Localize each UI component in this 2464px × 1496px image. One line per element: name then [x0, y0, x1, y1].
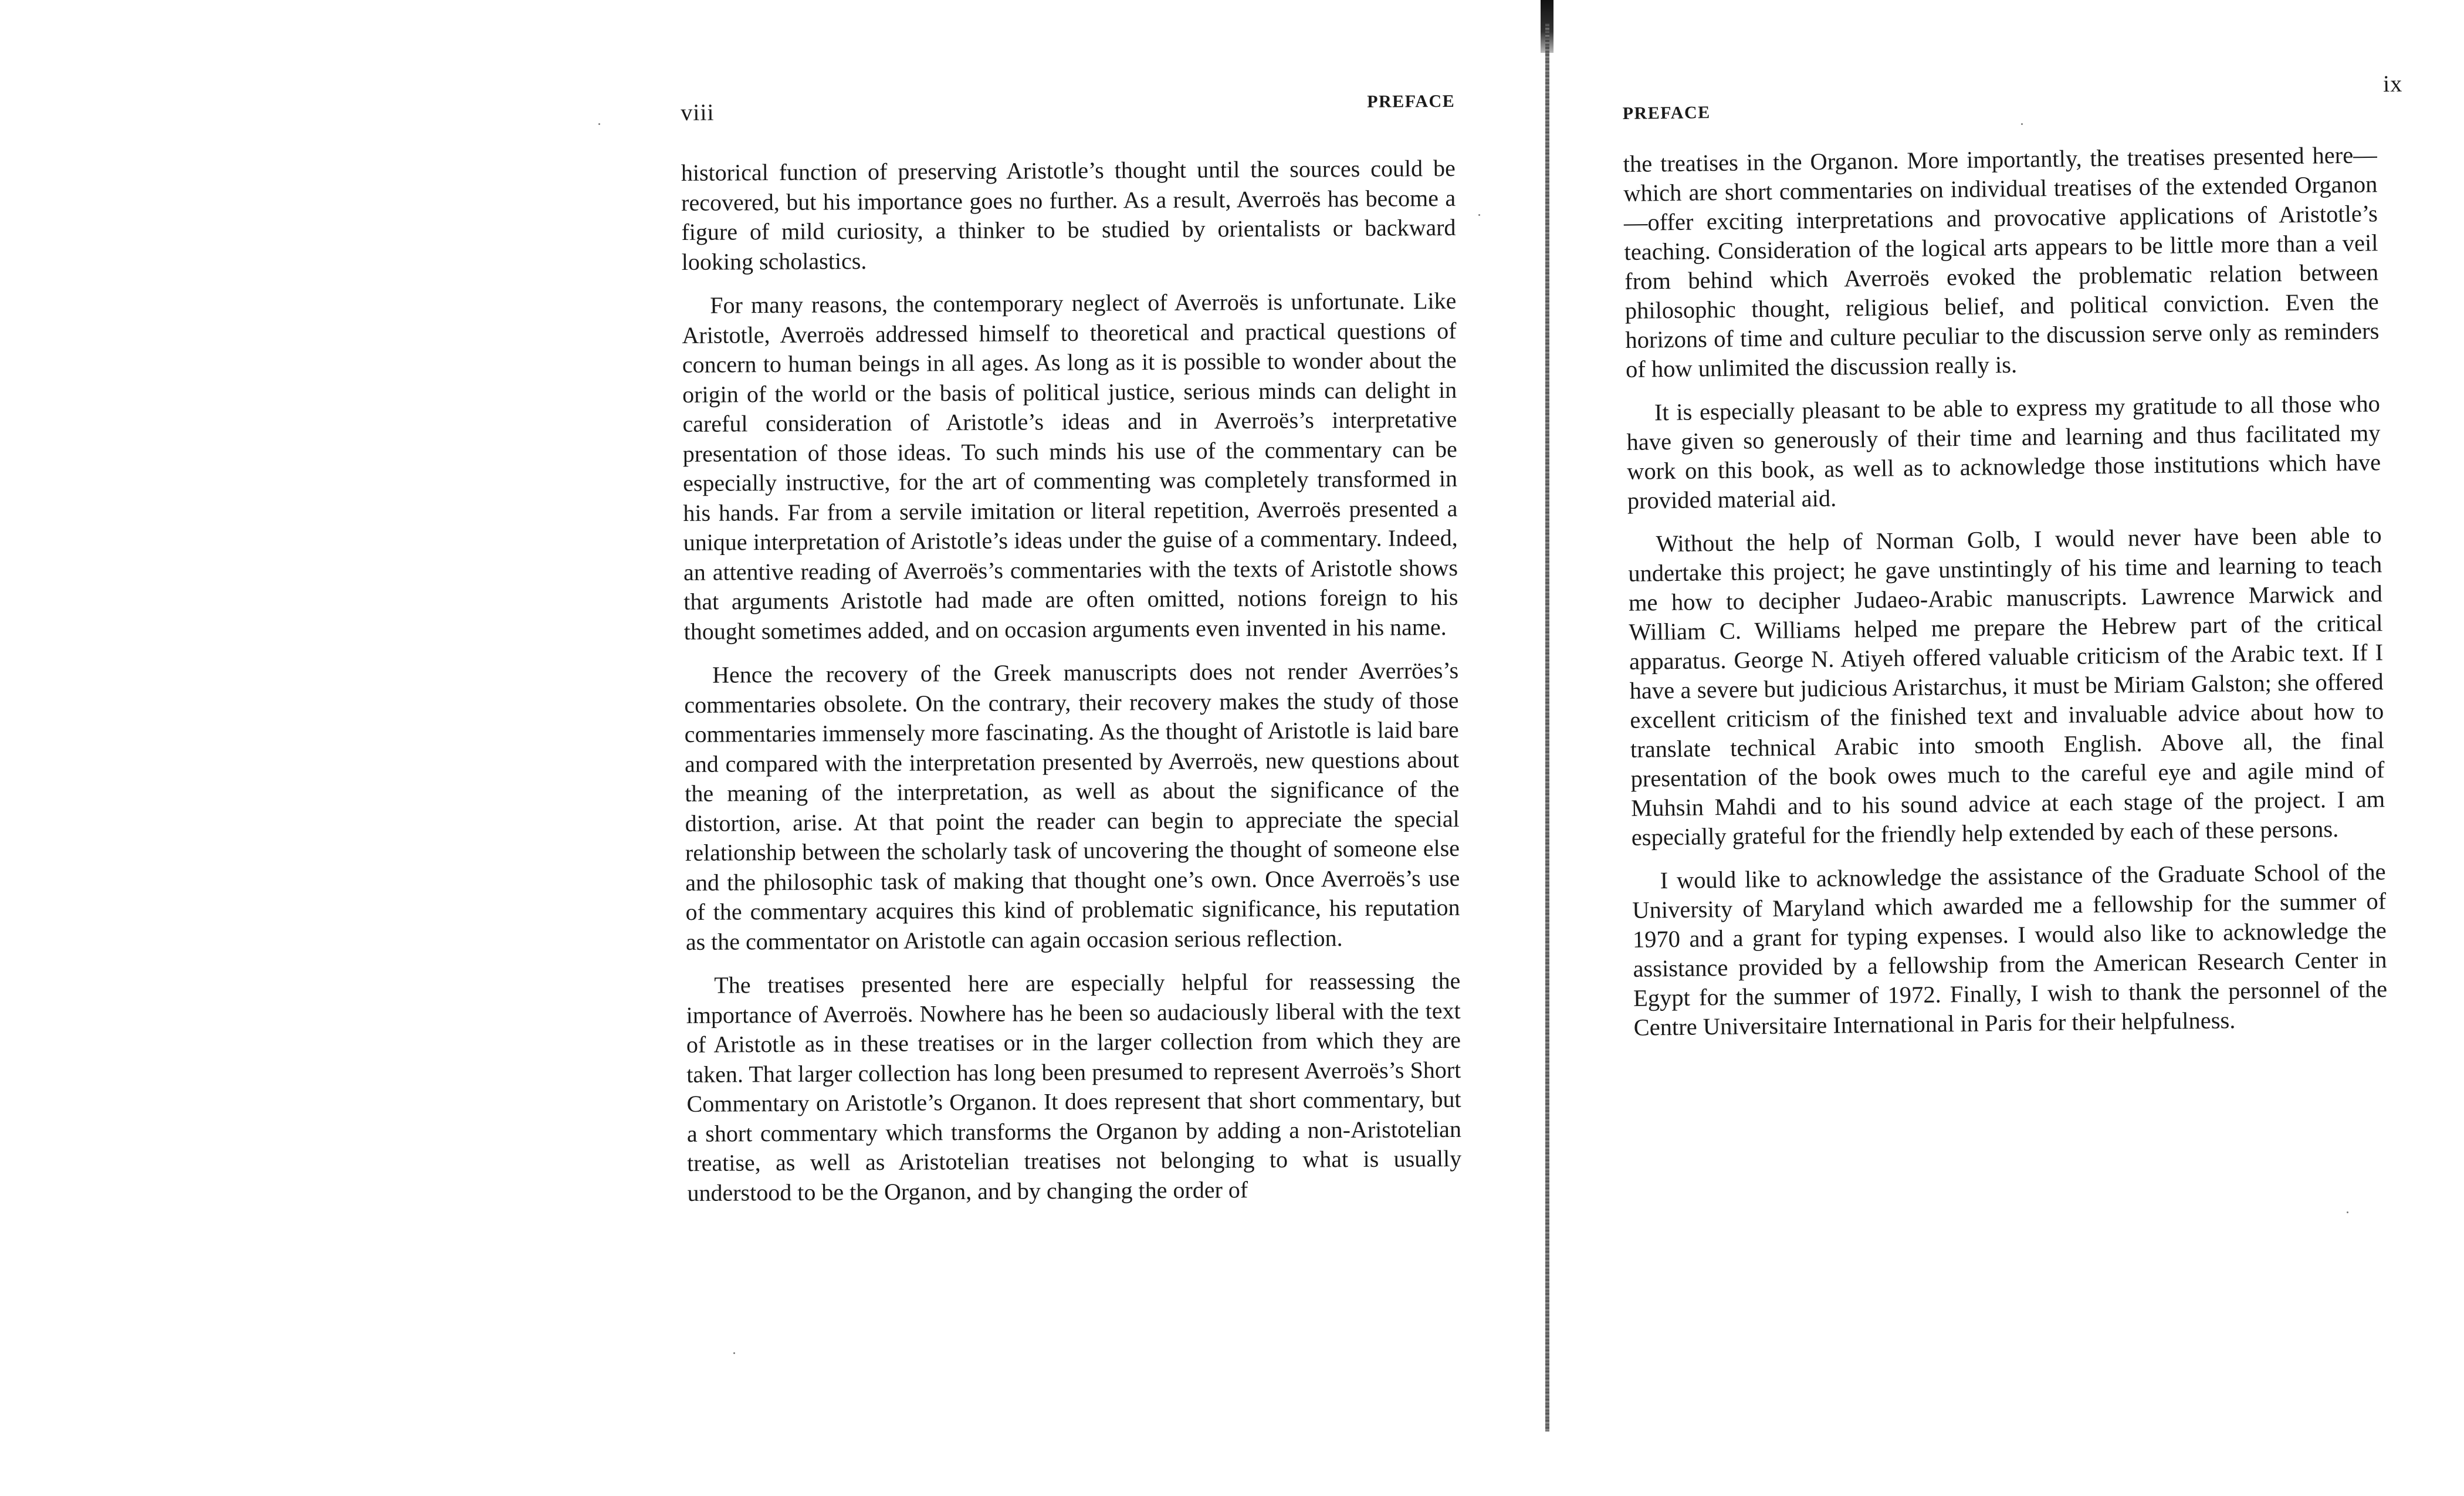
left-running-head — [681, 83, 1455, 129]
paragraph: historical function of preserving Aristotle’s thought until the sources could be recovered, but his importance goes no further. As a result, Averroës has become a figure of mild curiosity, a thinker to be studied by orientalists or backward looking scholastics. — [681, 154, 1456, 275]
right-running-head — [1622, 70, 2403, 123]
page-number-left: viii — [681, 99, 715, 126]
binding-edge — [1545, 23, 1549, 1431]
right-body-text — [1623, 140, 2387, 1043]
paragraph: the treatises in the Organon. More importantly, the treatises presented here—which are short commentaries on individual treatises of the extended Organon—offer exciting interpretations and provocative applications of Aristotle’s teaching. Consideration of the logical arts appears to be little more than a veil from behind which Averroës evoked the problematic relation between philosophic thought, religious belief, and political conviction. Even the horizons of time and culture peculiar to the discussion serve only as reminders of how unlimited the discussion really is. — [1623, 141, 2380, 383]
paper-speck — [2021, 123, 2023, 125]
paragraph: I would like to acknowledge the assistance of the Graduate School of the University of Maryland which awarded me a fellowship for the summer of 1970 and a grant for typing expenses. I would also like to acknowledge the assistance provided by a fellowship from the American Research Center in Egypt for the summer of 1972. Finally, I wish to thank the personnel of the Centre Universitaire International in Paris for their helpfulness. — [1632, 858, 2388, 1041]
paragraph: For many reasons, the contemporary neglect of Averroës is unfortunate. Like Aristotle, Averroës addressed himself to theoretical and practical questions of concern to human beings in all ages. As long as it is possible to wonder about the origin of the world or the basis of political justice, serious minds can delight in careful consideration of Aristotle’s ideas and in Averroës’s interpretative presentation of those ideas. To such minds his use of the commentary can be especially instructive, for the art of commenting was completely transformed in his hands. Far from a servile imitation or literal repetition, Averroës presented a unique interpretation of Aristotle’s ideas under the guise of a commentary. Indeed, an attentive reading of Averroës’s commentaries with the texts of Aristotle shows that arguments Aristotle had made are often omitted, notions foreign to his thought sometimes added, and on occasion arguments even invented in his name. — [682, 287, 1458, 645]
book-gutter — [1537, 0, 1561, 1443]
running-head-title-right: PREFACE — [1622, 103, 1711, 123]
running-head-title-left: PREFACE — [1367, 91, 1456, 111]
paragraph: The treatises presented here are especially helpful for reassessing the importance of Averroës. Nowhere has he been so audaciously liberal with the text of Aristotle as in these treatises or in the larger collection from which they are taken. That larger collection has long been presumed to represent Averroës’s Short Commentary on Aristotle’s Organon. It does represent that short commentary, but a short commentary which transforms the Organon by adding a non-Aristotelian treatise, as well as Aristotelian treatises not belonging to what is usually understood to be the Organon, and by changing the order of — [686, 967, 1462, 1206]
paragraph: Without the help of Norman Golb, I would never have been able to undertake this project; he gave unstintingly of his time and learning to teach me how to decipher Judaeo-Arabic manuscripts. Lawrence Marwick and William C. Williams helped me prepare the Hebrew part of the critical apparatus. George N. Atiyeh offered valuable criticism of the Arabic text. If I have a severe but judicious Aristarchus, it must be Miriam Galston; she offered excellent criticism of the finished text and invaluable advice about how to translate technical Arabic into smooth English. Above all, the final presentation of the book owes much to the careful eye and agile mind of Muhsin Mahdi and to his sound advice at each stage of the project. I am especially grateful for the friendly help extended by each of these persons. — [1628, 522, 2385, 851]
paper-speck — [2347, 1211, 2348, 1213]
page-number-right: ix — [2382, 70, 2403, 97]
paragraph: Hence the recovery of the Greek manuscripts does not render Averröes’s commentaries obsolete. On the contrary, their recovery makes the study of those commentaries immensely more fascinating. As the thought of Aristotle is laid bare and compared with the interpretation presented by Averroës, new questions about the meaning of the interpretation, as well as about the significance of the distortion, arise. At that point the reader can begin to appreciate the special relationship between the scholarly task of uncovering the thought of someone else and the philosophic task of making that thought one’s own. Once Averroës’s use of the commentary acquires this kind of problematic significance, his reputation as the commentator on Aristotle can again occasion serious reflection. — [684, 656, 1460, 955]
paragraph: It is especially pleasant to be able to express my gratitude to all those who have given so generously of their time and learning and thus facilitated my work on this book, as well as to acknowledge those institutions which have provided material aid. — [1626, 390, 2381, 514]
left-body-text — [681, 154, 1462, 1208]
paper-speck — [598, 123, 600, 125]
left-page — [681, 83, 1462, 1222]
paper-speck — [733, 1352, 735, 1354]
right-page — [1622, 70, 2403, 1057]
paper-speck — [1478, 214, 1480, 216]
